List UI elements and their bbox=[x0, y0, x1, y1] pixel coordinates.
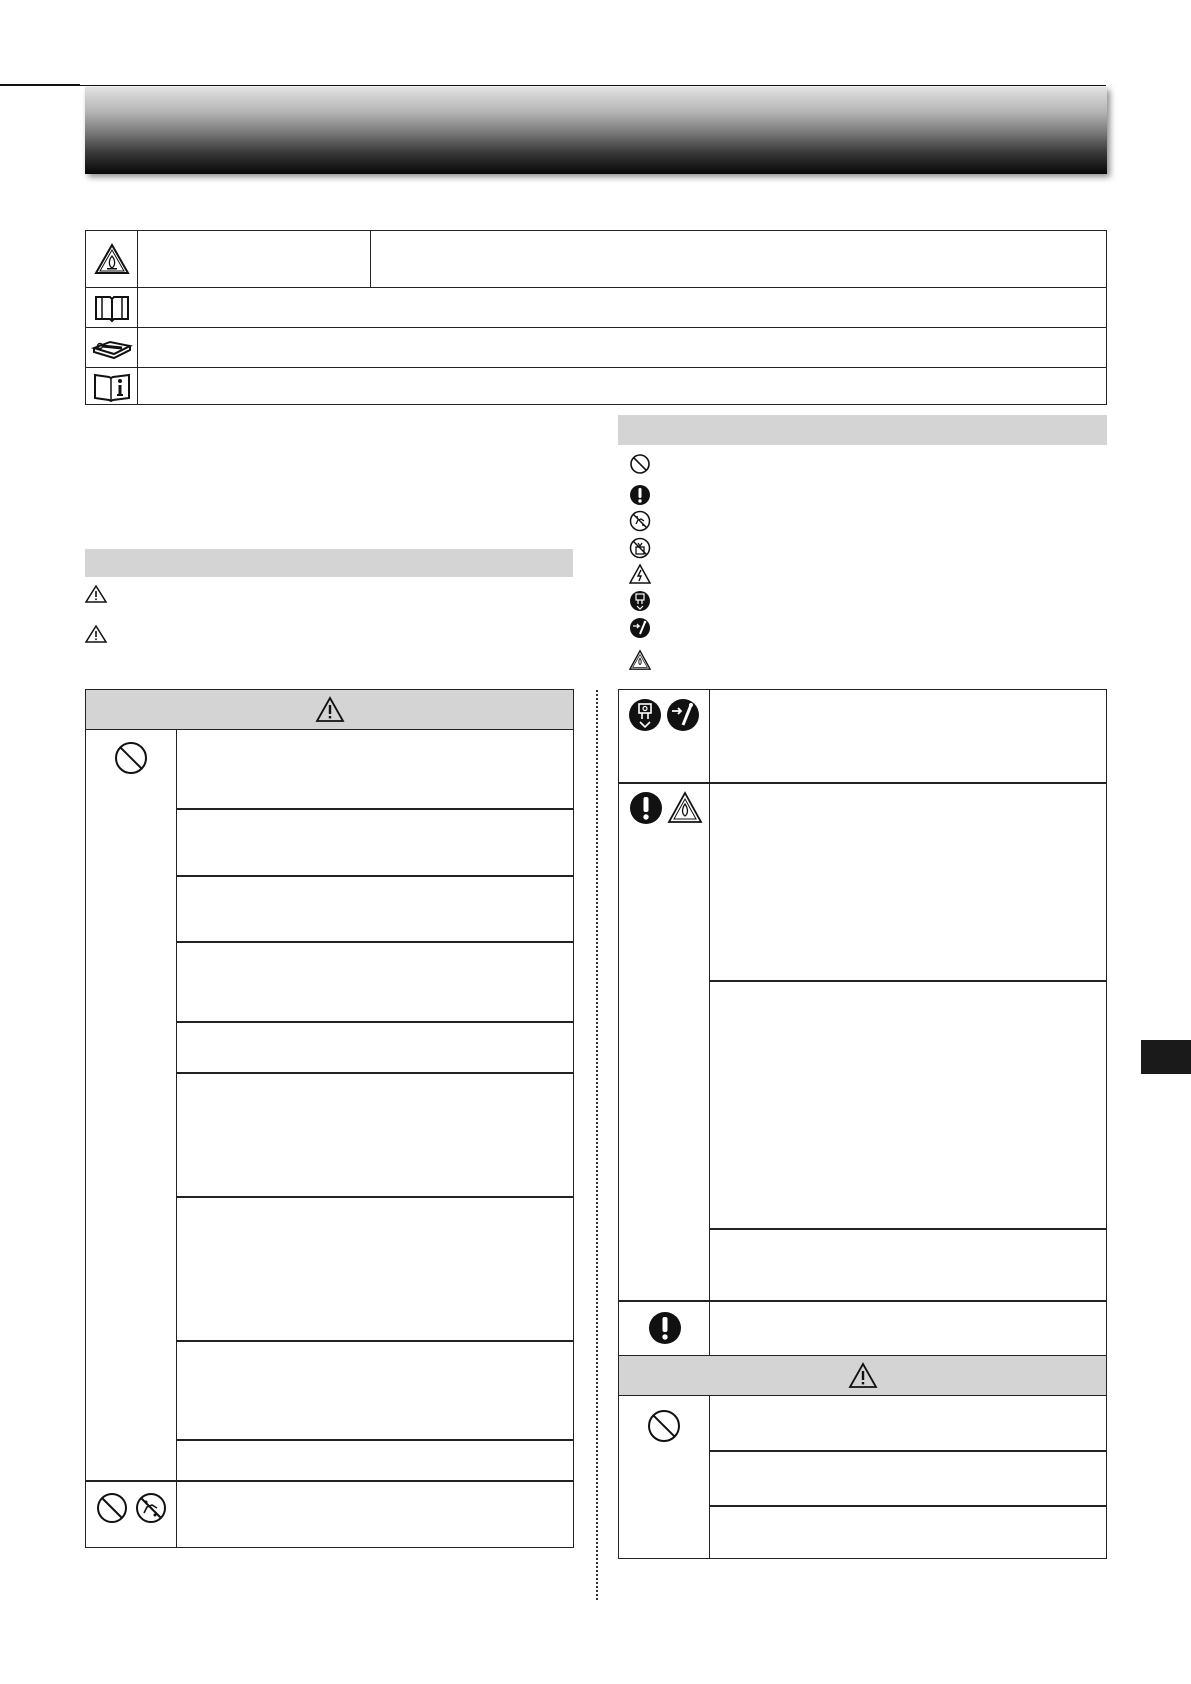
symbol-legend-table bbox=[85, 230, 1107, 405]
manual-book-icon bbox=[86, 288, 138, 327]
flammable-warning-icon bbox=[86, 231, 138, 287]
info-manual-icon bbox=[86, 368, 138, 405]
row-divider bbox=[177, 875, 573, 877]
disconnect-power-icon bbox=[666, 698, 700, 732]
section-tab bbox=[1141, 1040, 1191, 1074]
caution-triangle-icon bbox=[85, 624, 107, 644]
row-divider bbox=[177, 941, 573, 943]
flammable-icon bbox=[629, 649, 651, 671]
row-divider bbox=[710, 1228, 1106, 1230]
row-divider bbox=[177, 1196, 573, 1198]
intro-text bbox=[85, 420, 573, 540]
warning-icon-column bbox=[86, 730, 177, 1482]
caution-box-header bbox=[619, 1356, 1106, 1396]
prohibited-icon bbox=[646, 1408, 682, 1444]
row-divider bbox=[177, 1021, 573, 1023]
electric-shock-icon bbox=[629, 563, 651, 585]
no-wet-hands-icon bbox=[134, 1491, 168, 1525]
prohibited-icon bbox=[113, 740, 149, 776]
mandatory-icon bbox=[648, 1311, 682, 1345]
row-divider bbox=[710, 1505, 1106, 1507]
legend-row-service bbox=[86, 327, 1106, 367]
warning-box-right bbox=[618, 689, 1107, 1559]
warning-right-icon-column-2 bbox=[619, 783, 710, 1300]
top-rule-left bbox=[0, 84, 80, 86]
warning-right-icon-column-3 bbox=[619, 1301, 710, 1355]
service-manual-icon bbox=[86, 328, 138, 367]
warning-right-icon-column-1 bbox=[619, 690, 710, 782]
prohibited-icon bbox=[95, 1491, 129, 1525]
unplug-icon bbox=[629, 590, 651, 612]
row-divider bbox=[710, 980, 1106, 982]
safety-section-header bbox=[85, 549, 573, 577]
caution-icon-column bbox=[619, 1396, 710, 1558]
top-rule bbox=[80, 85, 1106, 86]
mandatory-icon bbox=[629, 791, 663, 825]
column-divider bbox=[596, 690, 598, 1600]
unplug-icon bbox=[628, 698, 662, 732]
row-divider bbox=[177, 808, 573, 810]
warning-triangle-icon bbox=[315, 696, 345, 723]
disconnect-power-icon bbox=[629, 617, 651, 639]
row-divider bbox=[177, 1340, 573, 1342]
prohibited-icon bbox=[629, 453, 651, 475]
warning-box-left bbox=[85, 689, 574, 1548]
legend-row-flammable bbox=[86, 231, 1106, 287]
row-divider bbox=[710, 1450, 1106, 1452]
warning-triangle-icon bbox=[85, 584, 107, 604]
page-title-banner bbox=[85, 87, 1107, 174]
row-divider bbox=[177, 1439, 573, 1441]
flammable-icon bbox=[667, 791, 703, 825]
legend-divider bbox=[370, 231, 371, 287]
mandatory-icon bbox=[629, 484, 651, 506]
no-water-icon bbox=[629, 537, 651, 559]
warning-bottom-icon-column bbox=[86, 1481, 177, 1547]
caution-triangle-icon bbox=[848, 1362, 878, 1389]
warning-box-header bbox=[86, 690, 573, 730]
legend-row-manual bbox=[86, 287, 1106, 327]
no-wet-hands-icon bbox=[629, 510, 651, 532]
legend-row-info bbox=[86, 367, 1106, 405]
row-divider bbox=[177, 1072, 573, 1074]
symbol-list-header bbox=[618, 415, 1107, 445]
